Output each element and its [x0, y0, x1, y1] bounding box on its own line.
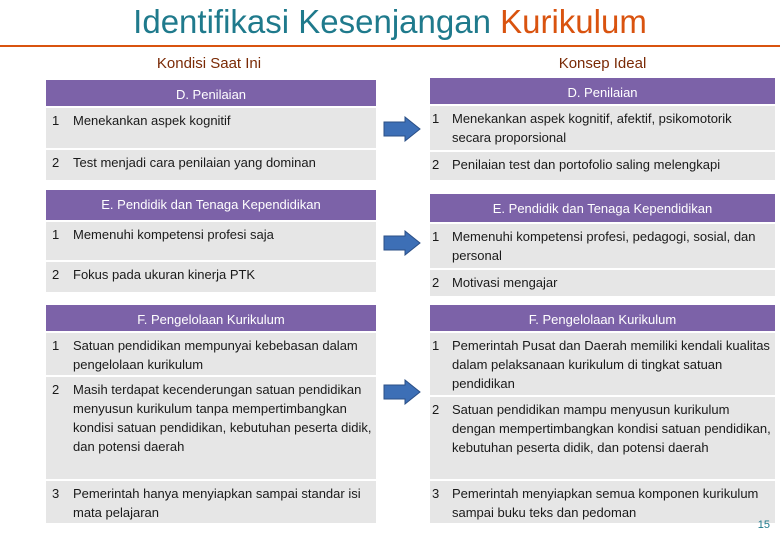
title-underline — [0, 45, 780, 47]
item-number: 1 — [432, 338, 440, 353]
item-number: 2 — [52, 267, 60, 282]
section-f-left-item-2 — [46, 377, 376, 479]
arrow-right-icon — [383, 379, 421, 405]
section-f-right-item-1 — [430, 333, 775, 395]
section-e-right-item-1 — [430, 224, 775, 268]
item-number: 1 — [52, 227, 60, 242]
column-header-current: Kondisi Saat Ini — [156, 55, 262, 72]
title-part-1: Identifikasi Kesenjangan — [133, 3, 491, 40]
section-f-right-item-3 — [430, 481, 775, 523]
arrow-right-icon — [383, 230, 421, 256]
item-number: 3 — [52, 486, 60, 501]
item-number: 1 — [432, 111, 440, 126]
item-number: 3 — [432, 486, 440, 501]
section-d-right-item-2 — [430, 152, 775, 180]
item-text: Motivasi mengajar — [452, 275, 558, 290]
item-text: Masih terdapat kecenderungan satuan pendidikan menyusun kurikulum tanpa mempertimbangkan kondisi satuan pendidikan, kebutuhan peserta didik, dan potensi daerah — [73, 382, 372, 454]
item-text: Menekankan aspek kognitif — [73, 113, 231, 128]
item-text: Pemerintah menyiapkan semua komponen kurikulum sampai buku teks dan pedoman — [452, 486, 759, 520]
item-text: Memenuhi kompetensi profesi saja — [73, 227, 274, 242]
section-d-left-item-1 — [46, 108, 376, 148]
page-number: 15 — [757, 519, 770, 531]
section-d-left-header: D. Penilaian — [46, 80, 376, 106]
item-number: 2 — [432, 275, 440, 290]
item-number: 2 — [52, 382, 60, 397]
item-number: 2 — [432, 157, 440, 172]
arrow-right-icon — [383, 116, 421, 142]
section-e-right-item-2 — [430, 270, 775, 296]
column-header-ideal: Konsep Ideal — [558, 55, 647, 72]
item-text: Test menjadi cara penilaian yang dominan — [73, 155, 316, 170]
item-text: Menekankan aspek kognitif, afektif, psikomotorik secara proporsional — [452, 111, 732, 145]
section-d-right-header: D. Penilaian — [430, 78, 775, 104]
item-text: Fokus pada ukuran kinerja PTK — [73, 267, 256, 282]
item-text: Satuan pendidikan mampu menyusun kurikulum dengan mempertimbangkan kondisi satuan pendidikan, kebutuhan peserta didik, dan potensi daerah — [452, 402, 771, 455]
section-f-left-header: F. Pengelolaan Kurikulum — [46, 305, 376, 331]
section-e-right-header: E. Pendidik dan Tenaga Kependidikan — [430, 194, 775, 222]
section-f-left-item-3 — [46, 481, 376, 523]
section-e-left-header: E. Pendidik dan Tenaga Kependidikan — [46, 190, 376, 220]
title-part-2: Kurikulum — [500, 3, 647, 40]
item-text: Penilaian test dan portofolio saling melengkapi — [452, 157, 721, 172]
item-text: Pemerintah Pusat dan Daerah memiliki kendali kualitas dalam pelaksanaan kurikulum di tingkat satuan pendidikan — [452, 338, 770, 391]
item-number: 2 — [432, 402, 440, 417]
item-number: 2 — [52, 155, 60, 170]
section-e-left-item-2 — [46, 262, 376, 292]
section-f-left-item-1 — [46, 333, 376, 375]
item-number: 1 — [52, 338, 60, 353]
section-d-right-item-1 — [430, 106, 775, 150]
slide-title — [0, 2, 780, 42]
section-f-right-header: F. Pengelolaan Kurikulum — [430, 305, 775, 331]
section-e-left-item-1 — [46, 222, 376, 260]
item-number: 1 — [432, 229, 440, 244]
item-text: Satuan pendidikan mempunyai kebebasan dalam pengelolaan kurikulum — [73, 338, 358, 372]
item-number: 1 — [52, 113, 60, 128]
section-f-right-item-2 — [430, 397, 775, 479]
item-text: Pemerintah hanya menyiapkan sampai standar isi mata pelajaran — [73, 486, 361, 520]
item-text: Memenuhi kompetensi profesi, pedagogi, sosial, dan personal — [452, 229, 756, 263]
section-d-left-item-2 — [46, 150, 376, 180]
